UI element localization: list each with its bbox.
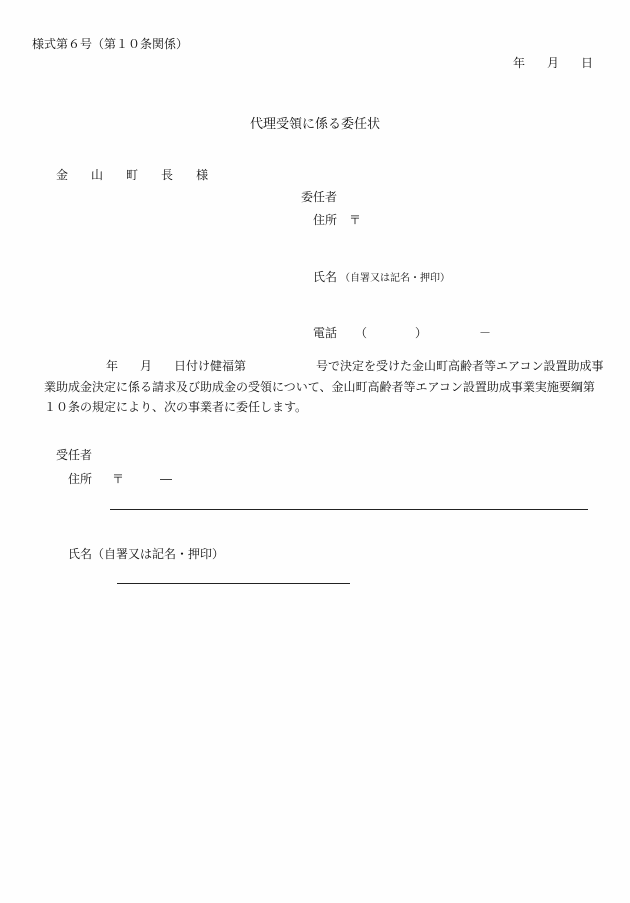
mandator-name [313,268,450,285]
agent-address-line [110,509,588,510]
mandator-phone [313,324,491,341]
body-continuation: 号で決定を受けた金山町高齢者等エアコン設置助成事業助成金決定に係る請求及び助成金の受領について、金山町高齢者等エアコン設置助成事業実施要綱第１０条の規定により、次の事業者に委任します。 [44,359,604,414]
date-line [513,54,593,71]
postal-dash: ― [160,472,173,486]
mandator-label: 委任者 [301,190,338,204]
addressee-char: 長 [161,168,174,182]
body-month: 月 [140,359,153,373]
postal-mark: 〒 [112,472,125,486]
phone-open-paren: （ [355,326,368,340]
agent-name-line [117,583,350,584]
agent-address [68,470,172,487]
addressee-char: 町 [126,168,139,182]
phone-close-paren: ） [415,326,428,340]
agent-address-label: 住所 [68,472,93,486]
phone-dash: － [479,326,492,340]
mandator-name-note: （自署又は記名・押印） [340,273,451,284]
agent-label: 受任者 [56,448,93,462]
body-paragraph [44,356,604,418]
mandator-name-label: 氏名 [313,270,338,284]
date-month: 月 [547,56,560,70]
body-day-prefix: 日付け健福第 [174,359,247,373]
addressee-char: 金 [56,168,69,182]
agent-name-label: 氏名（自署又は記名・押印） [68,547,225,561]
mandator-address-label: 住所 [313,213,338,227]
date-day: 日 [581,56,594,70]
phone-label: 電話 [313,326,338,340]
date-year: 年 [513,56,526,70]
form-number: 様式第６号（第１０条関係） [32,37,189,51]
addressee-char: 山 [91,168,104,182]
document-title: 代理受領に係る委任状 [249,117,380,132]
body-year: 年 [106,359,119,373]
postal-mark: 〒 [349,213,362,227]
mandator-address [313,211,361,228]
addressee-char: 様 [196,168,209,182]
addressee [56,166,231,183]
